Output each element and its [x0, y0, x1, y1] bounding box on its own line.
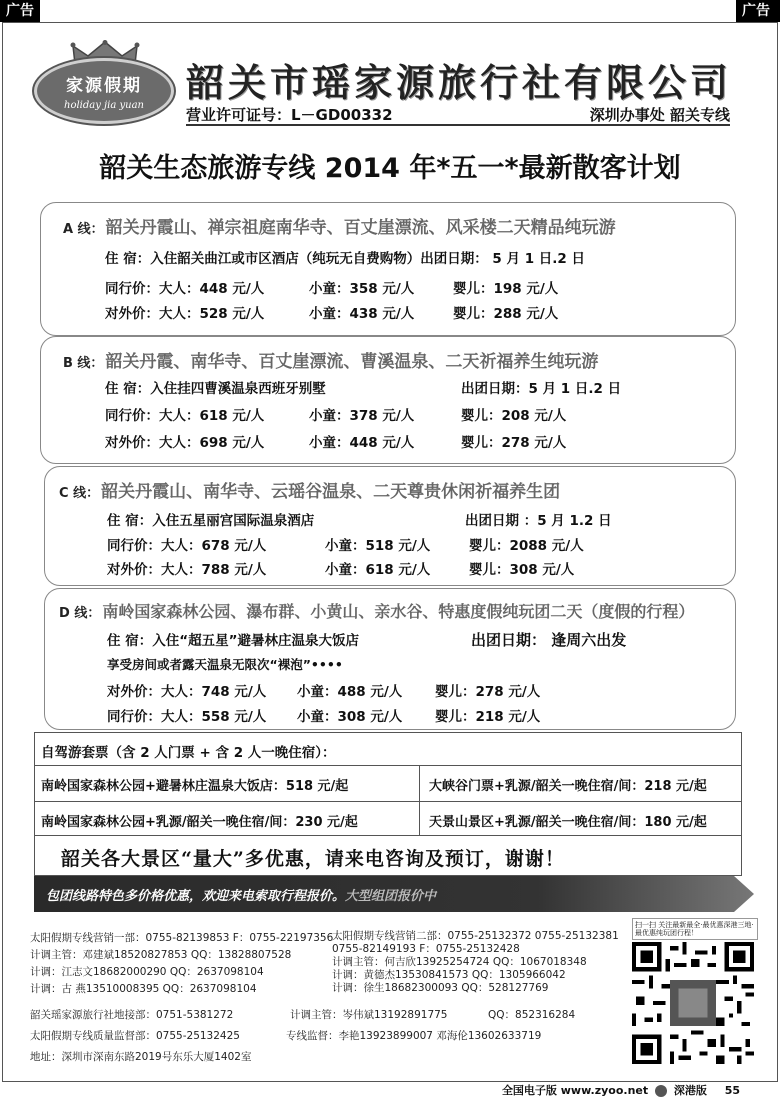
company-name: 韶关市瑶家源旅行社有限公司 [186, 60, 733, 105]
route-name: 韶关丹霞山、南华寺、云瑶谷温泉、二天尊贵休闲祈福养生团 [101, 482, 561, 502]
retail-price-adult: 对外价：大人：788 元/人 [107, 562, 267, 578]
company-logo [34, 58, 174, 124]
qr-caption: 扫一扫 关注最新最全·最优惠深港三地·最优惠纯玩团行程！ [632, 918, 758, 940]
contact-line: 太阳假期专线质量监督部：0755-25132425 [30, 1030, 240, 1042]
route-lodging: 住 宿：入住挂四曹溪温泉西班牙别墅 [105, 381, 326, 397]
retail-price-adult: 对外价：大人：528 元/人 [105, 306, 265, 322]
retail-price-infant: 婴儿：278 元/人 [435, 684, 541, 700]
peer-price-adult: 同行价：大人：448 元/人 [105, 281, 265, 297]
route-title [63, 213, 616, 238]
contact-line: 计调主管：何吉欣13925254724 QQ：1067018348 [332, 956, 587, 968]
route-name: 韶关丹霞、南华寺、百丈崖漂流、曹溪温泉、二天祈福养生纯玩游 [105, 352, 599, 372]
qr-code-icon[interactable] [632, 942, 754, 1064]
route-card-a [40, 202, 736, 336]
contact-line: 太阳假期专线营销一部：0755-82139853 F：0755-22197356 [30, 932, 334, 944]
route-code: D 线： [59, 606, 101, 621]
contact-line: 太阳假期专线营销二部：0755-25132372 0755-25132381 [332, 930, 619, 942]
route-name: 南岭国家森林公园、瀑布群、小黄山、亲水谷、特惠度假纯玩团二天（度假的行程） [102, 602, 695, 621]
peer-price-infant: 婴儿：218 元/人 [435, 709, 541, 725]
route-card-c [44, 466, 736, 586]
peer-price-adult: 同行价：大人：558 元/人 [107, 709, 267, 725]
peer-price-child: 小童：378 元/人 [309, 408, 415, 424]
self-drive-item: 天景山景区+乳源/韶关一晚住宿/间：180 元/起 [429, 815, 707, 830]
peer-price-child: 小童：518 元/人 [325, 538, 431, 554]
retail-price-adult: 对外价：大人：748 元/人 [107, 684, 267, 700]
contact-line: 计调：黄德杰13530841573 QQ：1305966042 [332, 969, 566, 981]
route-code: C 线： [59, 486, 100, 501]
self-drive-item: 大峡谷门票+乳源/韶关一晚住宿/间：218 元/起 [429, 779, 707, 794]
page-footer [502, 1082, 740, 1098]
office-label: 深圳办事处 韶关专线 [589, 106, 730, 124]
banner-dim: 大型组团报价中 [345, 889, 437, 904]
footer-logo-icon [655, 1085, 667, 1097]
route-title [59, 599, 694, 622]
peer-price-infant: 婴儿：208 元/人 [461, 408, 567, 424]
self-drive-table [34, 732, 742, 836]
retail-price-child: 小童：618 元/人 [325, 562, 431, 578]
route-card-d [44, 588, 736, 730]
contact-line: 计调：古 燕13510008395 QQ：2637098104 [30, 983, 257, 995]
plan-title: 韶关生态旅游专线 2014 年*五一*最新散客计划 [99, 153, 681, 184]
promo-line: 韶关各大景区“量大”多优惠，请来电咨询及预订，谢谢！ [34, 836, 742, 876]
route-title [59, 477, 560, 502]
page-number: 55 [724, 1084, 740, 1097]
route-lodging: 住 宿：入住“超五星”避暑林庄温泉大饭店 [107, 633, 359, 649]
retail-price-infant: 婴儿：288 元/人 [453, 306, 559, 322]
route-departure: 出团日期：5 月 1 日.2 日 [461, 381, 622, 397]
footer-region: 深港版 [673, 1084, 707, 1097]
self-drive-header: 自驾游套票（含 2 人门票 + 含 2 人一晚住宿）： [35, 733, 741, 766]
peer-price-child: 小童：358 元/人 [309, 281, 415, 297]
route-card-b [40, 336, 736, 464]
peer-price-infant: 婴儿：2088 元/人 [469, 538, 584, 554]
route-lodging: 住 宿：入住五星丽宫国际温泉酒店 [107, 513, 315, 529]
license-row [186, 104, 730, 126]
table-divider [35, 801, 741, 802]
retail-price-child: 小童：448 元/人 [309, 435, 415, 451]
peer-price-child: 小童：308 元/人 [297, 709, 403, 725]
footer-edition: 全国电子版 www.zyoo.net [501, 1084, 649, 1097]
retail-price-child: 小童：488 元/人 [297, 684, 403, 700]
self-drive-item: 南岭国家森林公园+乳源/韶关一晚住宿/间：230 元/起 [41, 815, 358, 830]
route-extra: 享受房间或者露天温泉无限次“裸泡”•••• [107, 657, 343, 672]
retail-price-adult: 对外价：大人：698 元/人 [105, 435, 265, 451]
retail-price-infant: 婴儿：278 元/人 [461, 435, 567, 451]
contact-line: 0755-82149193 F：0755-25132428 [332, 943, 520, 955]
banner-text [46, 885, 436, 904]
self-drive-item: 南岭国家森林公园+避暑林庄温泉大饭店：518 元/起 [41, 779, 349, 794]
license-number: 营业许可证号：L－GD00332 [186, 106, 393, 124]
banner-main: 包团线路特色多价格优惠，欢迎来电索取行程报价。 [46, 889, 346, 904]
route-departure: 出团日期 ：5 月 1.2 日 [465, 513, 612, 529]
route-lodging: 住 宿：入住韶关曲江或市区酒店（纯玩无自费购物）出团日期： 5 月 1 日.2 日 [105, 251, 586, 267]
route-code: A 线： [63, 222, 104, 237]
route-title [63, 347, 598, 372]
logo-cn-text: 家源假期 [66, 76, 142, 96]
retail-price-infant: 婴儿：308 元/人 [469, 562, 575, 578]
peer-price-infant: 婴儿：198 元/人 [453, 281, 559, 297]
ad-label-left: 广告 [0, 0, 40, 22]
contact-line: 计调主管：岑伟斌13192891775 [290, 1009, 448, 1021]
route-name: 韶关丹霞山、禅宗祖庭南华寺、百丈崖漂流、风采楼二天精品纯玩游 [105, 218, 616, 238]
contact-line: 地址：深圳市深南东路2019号东乐大厦1402室 [30, 1051, 252, 1063]
contact-line: 韶关瑶家源旅行社地接部：0751-5381272 [30, 1009, 234, 1021]
contact-line: QQ：852316284 [488, 1009, 576, 1021]
contact-line: 计调：徐生18682300093 QQ：528127769 [332, 982, 549, 994]
route-departure: 出团日期： 逢周六出发 [471, 631, 627, 649]
contact-line: 计调主管：邓建斌18520827853 QQ：13828807528 [30, 949, 292, 961]
route-code: B 线： [63, 356, 104, 371]
contact-line: 计调：江志文18682000290 QQ：2637098104 [30, 966, 264, 978]
retail-price-child: 小童：438 元/人 [309, 306, 415, 322]
contact-line: 专线监督：李艳13923899007 邓海伦13602633719 [286, 1030, 542, 1042]
peer-price-adult: 同行价：大人：618 元/人 [105, 408, 265, 424]
logo-en-text: holiday jia yuan [64, 100, 144, 111]
ad-label-right: 广告 [736, 0, 780, 22]
peer-price-adult: 同行价：大人：678 元/人 [107, 538, 267, 554]
